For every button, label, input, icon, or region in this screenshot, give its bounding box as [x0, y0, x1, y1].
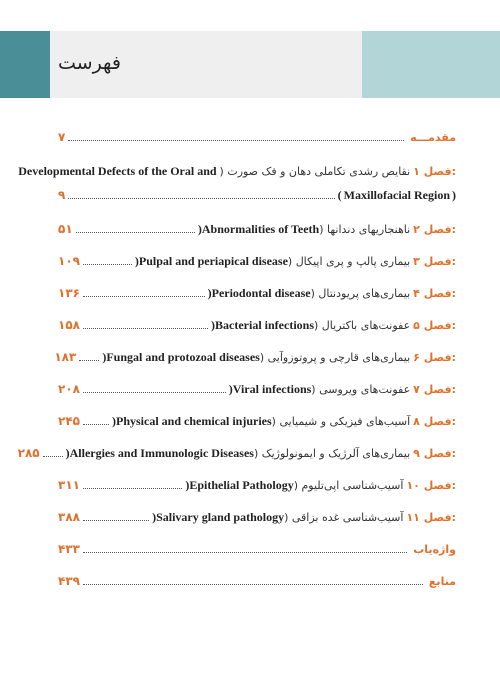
toc-label: فصل ۹:	[413, 446, 456, 460]
toc-title: عفونت‌های ویروسی (	[311, 382, 411, 396]
toc-title-en: Allergies and Immunologic Diseases	[69, 445, 254, 460]
toc-page: ۲۰۸	[58, 382, 80, 396]
toc-label: فصل ۱۱:	[406, 510, 456, 524]
toc-page: ۲۸۵	[17, 446, 40, 460]
toc-title: بیماری‌های آلرژیک و ایمونولوژیک (	[253, 446, 411, 460]
leader-dots	[68, 198, 334, 199]
toc-page: ۴۳۹	[58, 574, 80, 588]
leader-dots	[83, 264, 132, 265]
toc-entry-chapter-7[interactable]: فصل ۷: عفونت‌های ویروسی ( Viral infections ) ۲۰۸	[58, 381, 456, 396]
toc-title-en: Epithelial Pathology	[189, 477, 294, 492]
page-title: فهرست	[58, 52, 121, 74]
leader-dots	[83, 392, 226, 393]
toc-page: ۵۱	[58, 222, 73, 236]
toc-label: منابع	[428, 574, 456, 588]
toc-title: آسیب‌شناسی غده بزاقی (	[284, 510, 404, 524]
toc-title-en: Pulpal and periapical disease	[138, 253, 288, 268]
toc-entry-introduction[interactable]	[58, 126, 456, 148]
toc-label: واژه‌یاب	[413, 542, 456, 556]
leader-dots	[83, 584, 423, 585]
toc-entry-chapter-4[interactable]: فصل ۴: بیماری‌های پریودنتال ( Periodontal disease ) ۱۳۶	[58, 285, 456, 300]
leader-dots	[76, 232, 195, 233]
toc-title-en: Bacterial infections	[215, 317, 314, 332]
toc-page: ۱۰۹	[58, 254, 80, 268]
toc-title: نقایص رشدی تکاملی دهان و فک صورت (	[219, 164, 411, 178]
toc-title: بیماری‌های پریودنتال (	[310, 286, 411, 300]
leader-dots	[83, 520, 149, 521]
toc-entry-references[interactable]	[58, 570, 456, 592]
toc-page: ۹	[58, 188, 66, 202]
toc-page: ۴۳۳	[58, 542, 80, 556]
toc-page: ۲۴۵	[58, 414, 80, 428]
toc-label: فصل ۷:	[413, 382, 456, 396]
toc-label: فصل ۴:	[413, 286, 456, 300]
toc-title-en-cont: Maxillofacial Region	[343, 187, 450, 202]
toc-entry-chapter-1-cont[interactable]: ) Maxillofacial Region ( ۹	[58, 187, 456, 202]
toc-title-en: Fungal and protozoal diseases	[106, 349, 260, 364]
toc-title: بیماری‌های قارچی و پروتوزوآیی (	[259, 350, 411, 364]
toc-title: آسیب‌شناسی اپی‌تلیوم (	[293, 478, 404, 492]
toc-label: فصل ۵:	[413, 318, 456, 332]
toc-entry-chapter-11[interactable]: فصل ۱۱: آسیب‌شناسی غده بزاقی ( Salivary gland pathology ) ۳۸۸	[58, 509, 456, 524]
toc-label: فصل ۳:	[413, 254, 456, 268]
toc-page: ۳۸۸	[58, 510, 80, 524]
toc-label: فصل ۱۰:	[406, 478, 456, 492]
leader-dots	[79, 360, 99, 361]
toc-entry-chapter-10[interactable]: فصل ۱۰: آسیب‌شناسی اپی‌تلیوم ( Epithelial Pathology ) ۳۱۱	[58, 477, 456, 492]
toc-title-en: Viral infections	[232, 381, 312, 396]
leader-dots	[83, 488, 182, 489]
toc-entry-chapter-9[interactable]: فصل ۹: بیماری‌های آلرژیک و ایمونولوژیک ( Allergies and Immunologic Diseases ) ۲۸۵	[17, 445, 456, 460]
toc-page: ۳۱۱	[58, 478, 80, 492]
toc-label: فصل ۸:	[413, 414, 456, 428]
leader-dots	[43, 456, 63, 457]
leader-dots	[83, 296, 205, 297]
toc-entry-chapter-1[interactable]	[18, 160, 456, 182]
toc-page: ۱۸۳	[54, 350, 77, 364]
toc-entry-chapter-6[interactable]: فصل ۶: بیماری‌های قارچی و پروتوزوآیی ( Fungal and protozoal diseases ) ۱۸۳	[54, 349, 456, 364]
toc-entry-chapter-3[interactable]: فصل ۳: بیماری پالپ و پری اپیکال ( Pulpal and periapical disease ) ۱۰۹	[58, 253, 456, 268]
toc-title: آسیب‌های فیزیکی و شیمیایی (	[271, 414, 411, 428]
toc-title: عفونت‌های باکتریال (	[314, 318, 411, 332]
toc-title-en: Physical and chemical injuries	[116, 413, 272, 428]
toc-title: بیماری پالپ و پری اپیکال (	[287, 254, 411, 268]
toc-title-en: Periodontal disease	[211, 285, 311, 300]
toc-title-en: Developmental Defects of the Oral and	[18, 163, 217, 178]
toc-page: ۱۵۸	[58, 318, 80, 332]
toc-label: فصل ۱:	[413, 164, 456, 178]
header-accent-block	[0, 31, 50, 98]
toc-label: فصل ۲:	[413, 222, 456, 236]
toc-page: ۱۳۶	[58, 286, 80, 300]
toc-entry-chapter-8[interactable]: فصل ۸: آسیب‌های فیزیکی و شیمیایی ( Physical and chemical injuries ) ۲۴۵	[58, 413, 456, 428]
toc-entry-chapter-5[interactable]: فصل ۵: عفونت‌های باکتریال ( Bacterial infections ) ۱۵۸	[58, 317, 456, 332]
leader-dots	[68, 140, 404, 141]
toc-title-en: Salivary gland pathology	[156, 509, 285, 524]
toc-entry-chapter-2[interactable]: فصل ۲: ناهنجاریهای دندانها ( Abnormalities of Teeth ) ۵۱	[58, 221, 456, 236]
toc-title-en: Abnormalities of Teeth	[201, 221, 320, 236]
toc-entry-index[interactable]	[58, 538, 456, 560]
toc-page: ۷	[58, 130, 66, 144]
leader-dots	[83, 328, 208, 329]
toc-title: ناهنجاریهای دندانها (	[319, 222, 411, 236]
leader-dots	[83, 552, 407, 553]
toc-label: مقدمـــه	[410, 130, 456, 144]
leader-dots	[83, 424, 109, 425]
toc-label: فصل ۶:	[413, 350, 456, 364]
